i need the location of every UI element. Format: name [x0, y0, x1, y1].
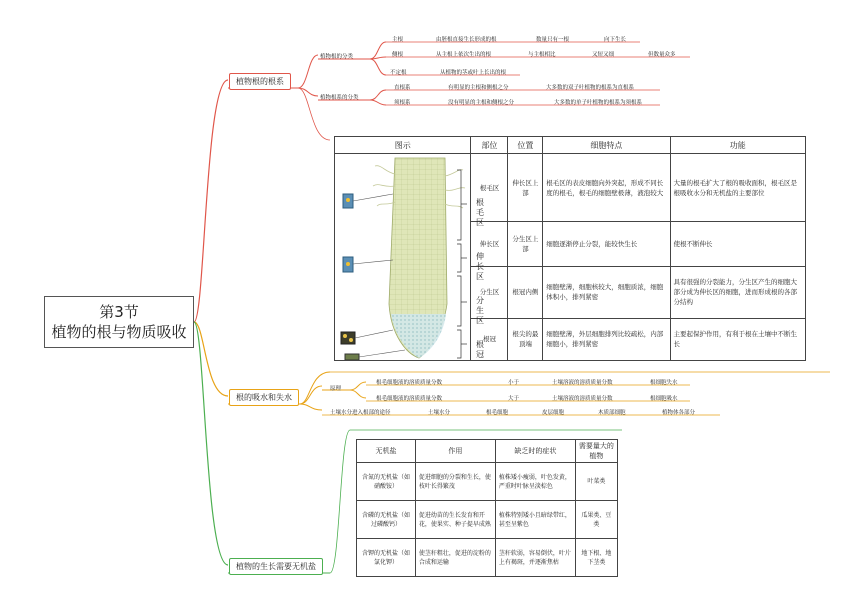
symptom-potassium: 茎秆软弱，容易倒伏，叶片上有褐斑，并逐渐焦枯: [495, 539, 575, 577]
root-system-types-label: 植物根系的分类: [320, 95, 359, 101]
header-position: 位置: [508, 137, 543, 154]
water-path-step5: 植物体各部分: [662, 410, 696, 416]
func-meristem-zone: 具有很强的分裂能力，分生区产生的细胞大部分成为伸长区的细胞，进而形成根的各部分结构: [670, 266, 805, 318]
symptom-nitrogen: 植株矮小瘦弱，叶色发黄，严重时叶脉呈淡棕色: [495, 463, 575, 501]
role-phosphorus: 促进幼苗的生长发育和开花，使果实、种子提早成熟: [415, 501, 495, 539]
taprootsystem-name: 直根系: [394, 85, 411, 91]
feat-elongation-zone: 细胞逐渐停止分裂，能较快生长: [543, 222, 670, 266]
salt-potassium: 含钾的无机盐（如氯化钾）: [357, 539, 416, 577]
symptom-phosphorus: 植株特别矮小且暗绿带红，甚至呈紫色: [495, 501, 575, 539]
header-role: 作用: [415, 440, 495, 463]
pos-elongation-zone: 分生区上部: [508, 222, 543, 266]
principle2-a: 根毛细胞液的溶质质量分数: [376, 396, 443, 402]
header-illustration: 图示: [335, 137, 471, 154]
water-path-step1: 土壤水分: [428, 410, 451, 416]
principle2-result: 根细胞吸水: [650, 396, 678, 402]
taprootsystem-def: 有明显的主根和侧根之分: [448, 85, 509, 91]
principle-label: 原理: [330, 386, 342, 392]
pos-meristem-zone: 根冠内侧: [508, 266, 543, 318]
feat-root-hair-zone: 根毛区的表皮细胞向外突起，形成不同长度的根毛，根毛的细胞壁极薄，液泡较大: [543, 154, 670, 222]
root-classify-label: 植物根的分类: [320, 54, 354, 60]
pos-root-cap: 根尖的最顶端: [508, 318, 543, 360]
plant-potassium: 地下根、地下茎类: [575, 539, 617, 577]
meristem-zone-label: 分生区: [476, 296, 484, 325]
header-cell-features: 细胞特点: [543, 137, 670, 154]
header-symptom: 缺乏时的症状: [495, 440, 575, 463]
feat-meristem-zone: 细胞壁薄，细胞核较大，细胞质浓，细胞体积小，排列紧密: [543, 266, 670, 318]
root-topic: [44, 296, 194, 348]
taprootsystem-eg: 大多数的双子叶植物的根系为直根系: [546, 85, 635, 91]
lateralroot-def: 从主根上依次生出的根: [436, 52, 492, 58]
water-path-step4: 木质部细胞: [598, 410, 626, 416]
principle1-rel: 小于: [508, 380, 520, 386]
principle1-result: 根细胞失水: [650, 380, 678, 386]
adventitious-def: 从植物的茎或叶上长出的根: [440, 70, 507, 76]
water-path-step2: 根毛细胞: [486, 410, 509, 416]
part-root-hair-zone: 根毛区: [471, 154, 508, 222]
salt-phosphorus: 含磷的无机盐（如过磷酸钙）: [357, 501, 416, 539]
branch-water-absorption: 根的吸水和失水: [229, 389, 299, 406]
root-tip-table: [334, 136, 806, 361]
fibroussystem-def: 没有明显的主根和侧根之分: [448, 100, 515, 106]
taproot-name: 主根: [392, 37, 404, 43]
principle2-b: 土壤溶液的溶质质量分数: [552, 396, 613, 402]
lateralroot-c2: 又短又细: [592, 52, 615, 58]
root-title-line2: 植物的根与物质吸收: [51, 323, 187, 341]
principle2-rel: 大于: [508, 396, 520, 402]
principle1-b: 土壤溶液的溶质质量分数: [552, 380, 613, 386]
taproot-c2: 向下生长: [604, 37, 627, 43]
func-root-cap: 主要起保护作用，有利于根在土壤中不断生长: [670, 318, 805, 360]
feat-root-cap: 细胞壁薄，外层细胞排列比较疏松，内部细胞小，排列紧密: [543, 318, 670, 360]
inorganic-salt-table: [356, 439, 618, 577]
root-tip-illustration-cell: [335, 154, 484, 361]
water-path-label: 土壤水分进入根部的途径: [330, 410, 391, 416]
plant-phosphorus: 瓜果类、豆类: [575, 501, 617, 539]
root-cap-label: 根冠: [476, 340, 484, 359]
role-potassium: 使茎秆粗壮，促进的淀粉的合成和运输: [415, 539, 495, 577]
principle1-a: 根毛细胞液的溶质质量分数: [376, 380, 443, 386]
func-root-hair-zone: 大量的根毛扩大了根的吸收面积，根毛区是根吸收水分和无机盐的主要部位: [670, 154, 805, 222]
fibroussystem-eg: 大多数的单子叶植物的根系为须根系: [554, 100, 643, 106]
role-nitrogen: 促进细胞的分裂和生长，使枝叶长得繁茂: [415, 463, 495, 501]
part-elongation-zone: 伸长区: [471, 222, 508, 266]
lateralroot-name: 侧根: [392, 52, 404, 58]
root-title-line1: 第3节: [99, 303, 139, 321]
root-hair-zone-label: 根毛区: [476, 198, 484, 227]
taproot-c1: 数量只有一根: [536, 37, 570, 43]
salt-nitrogen: 含氮的无机盐（如硝酸铵）: [357, 463, 416, 501]
adventitious-name: 不定根: [390, 70, 407, 76]
header-function: 功能: [670, 137, 805, 154]
func-elongation-zone: 使根不断伸长: [670, 222, 805, 266]
fibroussystem-name: 须根系: [394, 100, 411, 106]
taproot-def: 由胚根直接生长形成的根: [436, 37, 497, 43]
water-path-step3: 皮层细胞: [542, 410, 565, 416]
elongation-zone-label: 伸长区: [476, 252, 484, 281]
pos-root-hair-zone: 伸长区上部: [508, 154, 543, 222]
plant-nitrogen: 叶菜类: [575, 463, 617, 501]
header-salt: 无机盐: [357, 440, 416, 463]
branch-root-system: 植物根的根系: [229, 73, 291, 90]
lateralroot-c3: 但数量众多: [648, 52, 676, 58]
part-root-cap: 根冠: [471, 318, 508, 360]
root-tip-illustration: [335, 154, 467, 360]
part-meristem-zone: 分生区: [471, 266, 508, 318]
branch-inorganic-salts: 植物的生长需要无机盐: [229, 558, 323, 575]
header-high-demand-plant: 需要量大的植物: [575, 440, 617, 463]
header-part: 部位: [471, 137, 508, 154]
lateralroot-c1: 与主根相比: [528, 52, 556, 58]
